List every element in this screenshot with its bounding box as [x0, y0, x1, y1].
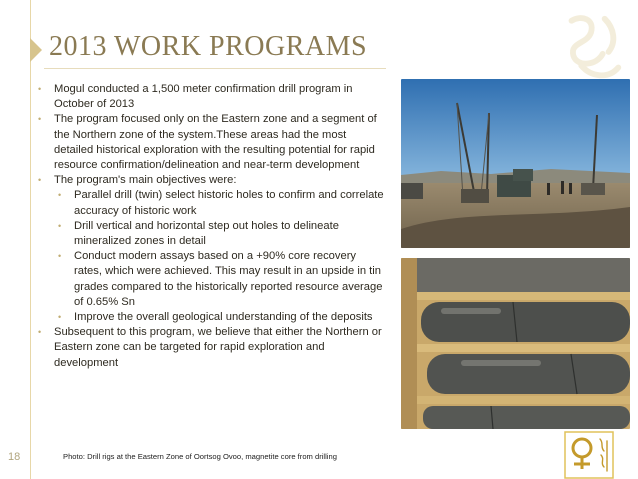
bullet-item: • Subsequent to this program, we believe that either the Northern or Eastern zone can be targeted for rapid exploration and development: [38, 325, 384, 371]
left-frame-line: [30, 0, 31, 479]
title-arrow-icon: [30, 38, 42, 62]
bullet-item: • The program focused only on the Eastern zone and a segment of the Northern zone of the system.These areas had the most detailed historical exploration with the resulting potential for rapid resource confirmation/delineation and near-term development: [38, 112, 384, 173]
slide-title: 2013 WORK PROGRAMS: [49, 31, 368, 62]
page-number: 18: [8, 451, 21, 463]
bullet-item: • The program's main objectives were:: [38, 173, 384, 188]
title-underline: [44, 68, 386, 69]
sub-bullet-item: • Drill vertical and horizontal step out holes to delineate mineralized zones in detail: [38, 219, 384, 249]
sub-bullet-item: • Parallel drill (twin) select historic holes to confirm and correlate accuracy of historic work: [38, 188, 384, 218]
bullet-item: • Mogul conducted a 1,500 meter confirmation drill program in October of 2013: [38, 82, 384, 112]
sub-bullet-item: • Conduct modern assays based on a +90% core recovery rates, which were achieved. This may result in an upside in tin grades compared to the historically reported resource average of 0.65% Sn: [38, 249, 384, 310]
mongolian-script-watermark-icon: [552, 8, 630, 88]
sub-bullet-item: • Improve the overall geological understanding of the deposits: [38, 310, 384, 325]
sub-bullet-list: [38, 188, 384, 325]
magnetite-core-photo: [401, 258, 630, 429]
bullet-content: [38, 82, 384, 371]
drill-rigs-photo: [401, 79, 630, 248]
company-logo-icon: [564, 431, 614, 479]
photo-caption: Photo: Drill rigs at the Eastern Zone of Oortsog Ovoo, magnetite core from drilling: [63, 452, 337, 461]
